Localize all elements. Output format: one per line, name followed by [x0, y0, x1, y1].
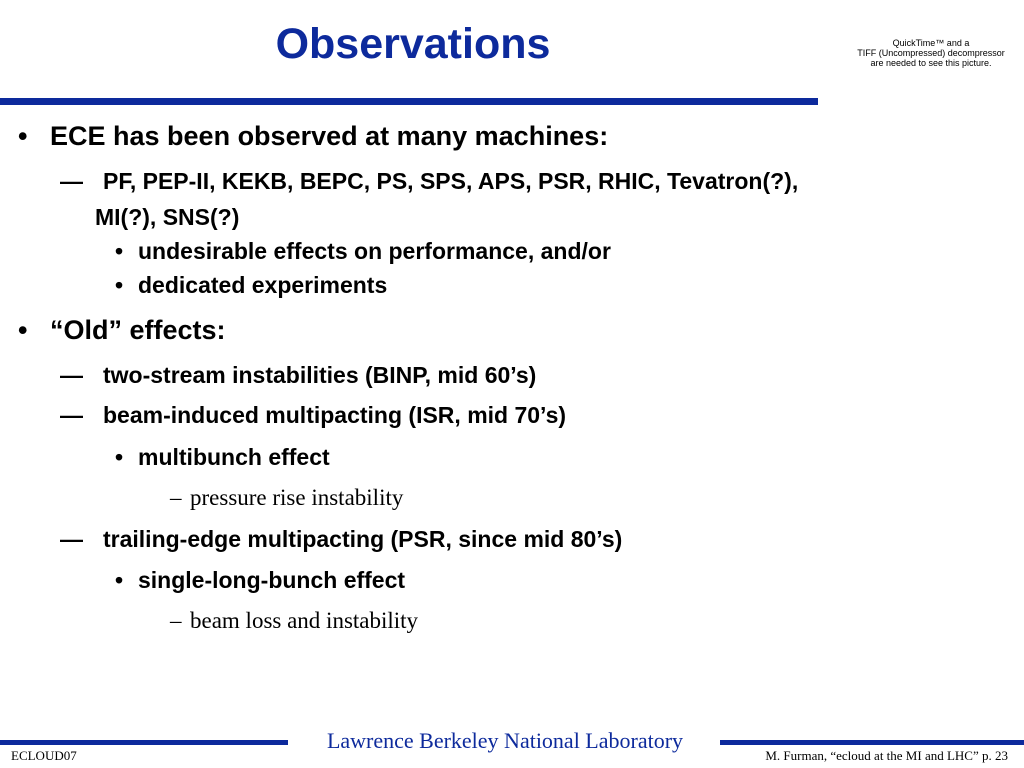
bullet-text: multibunch effect	[138, 444, 330, 470]
dash-marker: —	[60, 362, 83, 388]
bullet-marker: •	[115, 238, 124, 264]
bullet-text: single-long-bunch effect	[138, 567, 406, 593]
bullet-text: beam loss and instability	[190, 608, 419, 633]
footer-rule-right	[720, 740, 1024, 745]
footer-author-page: M. Furman, “ecloud at the MI and LHC” p. 23	[765, 748, 1008, 763]
lbnl-logo: Lawrence Berkeley National Laboratory	[326, 728, 684, 753]
dash-marker: —	[60, 402, 83, 428]
bullet-marker: •	[18, 121, 28, 151]
footer-rule-left	[0, 740, 288, 745]
bullet-marker: •	[115, 567, 124, 593]
bullet-text: trailing-edge multipacting (PSR, since mid 80’s)	[103, 526, 623, 552]
bullet-marker: •	[18, 315, 28, 345]
dash-marker: –	[170, 608, 182, 633]
bullet-text: undesirable effects on performance, and/or	[138, 238, 611, 264]
bullet-text: ECE has been observed at many machines:	[50, 121, 609, 151]
bullet-text: PF, PEP-II, KEKB, BEPC, PS, SPS, APS, PSR, RHIC, Tevatron(?),	[103, 168, 799, 194]
slide-title: Observations	[275, 20, 551, 68]
bullet-text: pressure rise instability	[190, 485, 404, 510]
bullet-text: dedicated experiments	[138, 272, 388, 298]
quicktime-notice-line: TIFF (Uncompressed) decompressor	[857, 48, 1005, 58]
footer-conference-label: ECLOUD07	[11, 748, 77, 763]
dash-marker: —	[60, 168, 83, 194]
dash-marker: –	[170, 485, 182, 510]
quicktime-notice-line: QuickTime™ and a	[892, 38, 970, 48]
quicktime-notice-line: are needed to see this picture.	[870, 58, 992, 68]
bullet-text: beam-induced multipacting (ISR, mid 70’s)	[103, 402, 567, 428]
bullet-continuation: MI(?), SNS(?)	[95, 204, 240, 230]
bullet-text: two-stream instabilities (BINP, mid 60’s)	[103, 362, 537, 388]
bullet-text: “Old” effects:	[50, 315, 226, 345]
bullet-marker: •	[115, 272, 124, 298]
bullet-marker: •	[115, 444, 124, 470]
dash-marker: —	[60, 526, 83, 552]
